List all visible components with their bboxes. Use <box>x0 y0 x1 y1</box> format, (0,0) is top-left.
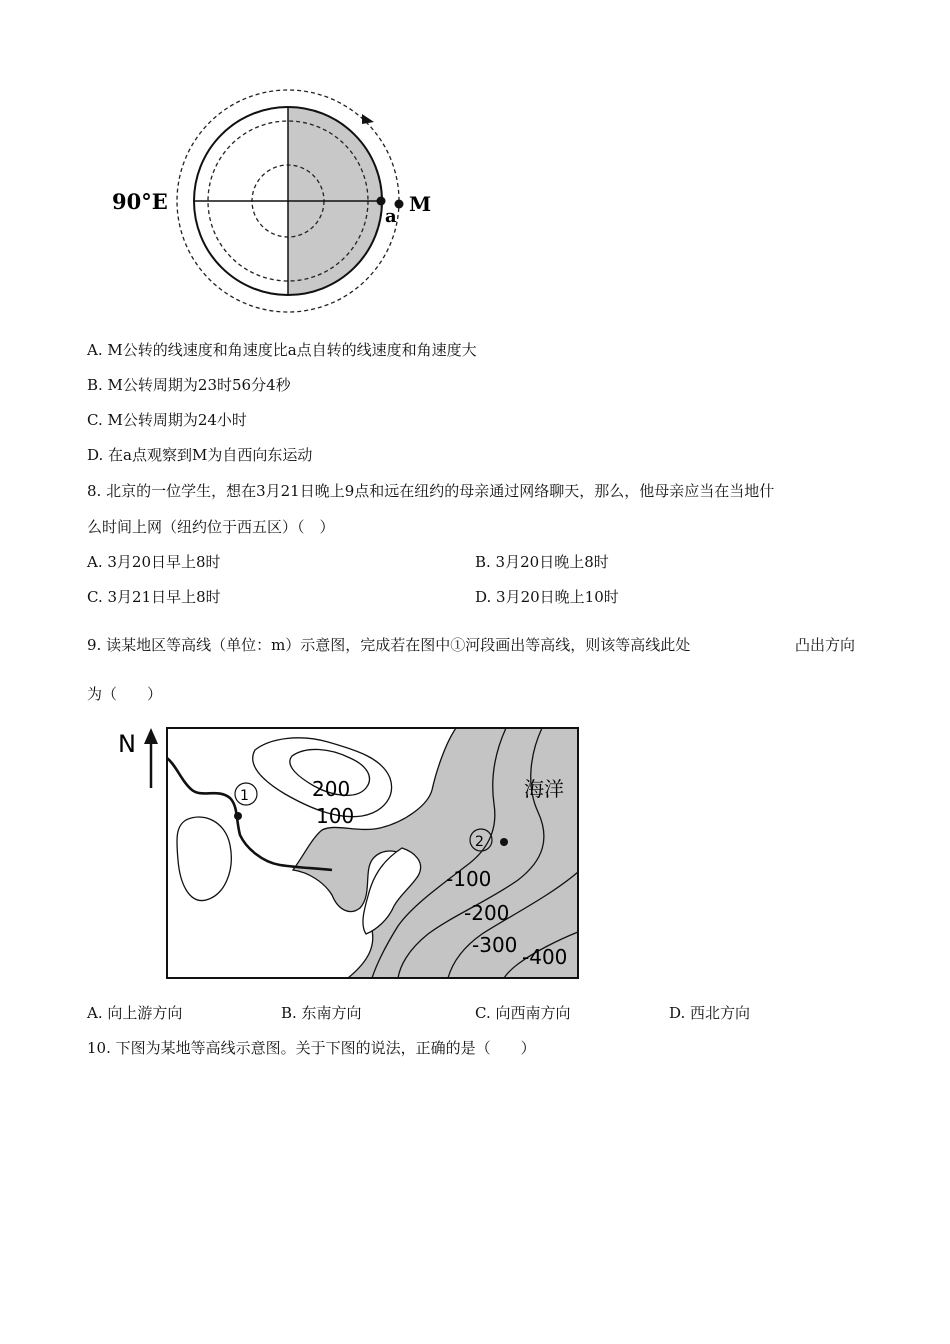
q8-option-c: C. 3月21日早上8时 <box>87 588 221 606</box>
point-a-label: a <box>385 206 397 227</box>
q9-option-b: B. 东南方向 <box>281 1004 362 1022</box>
q8-option-b: B. 3月20日晚上8时 <box>475 553 609 571</box>
q8-stem-line2: 么时间上网（纽约位于西五区）（ ） <box>87 518 335 536</box>
contour-map-figure <box>110 720 590 990</box>
marker1-label: 1 <box>240 788 249 804</box>
marker2-label: 2 <box>475 834 484 850</box>
q8-option-a: A. 3月20日早上8时 <box>87 553 221 571</box>
q9-stem-line1-end: 凸出方向 <box>795 636 856 654</box>
q9-stem-line2: 为（ ） <box>87 685 163 703</box>
longitude-label: 90°E <box>112 189 168 214</box>
q7-option-d: D. 在a点观察到M为自西向东运动 <box>87 446 313 464</box>
q8-option-d: D. 3月20日晚上10时 <box>475 588 619 606</box>
q7-option-a: A. M公转的线速度和角速度比a点自转的线速度和角速度大 <box>87 341 477 359</box>
q7-option-c: C. M公转周期为24小时 <box>87 411 247 429</box>
earth-orbit-figure <box>100 78 440 323</box>
contour-label-minus-100: -100 <box>446 867 492 891</box>
contour-label-200: 200 <box>312 777 351 801</box>
marker2-dot <box>500 838 508 846</box>
contour-label-minus-400: -400 <box>522 945 568 969</box>
q10-stem: 10. 下图为某地等高线示意图。关于下图的说法，正确的是（ ） <box>87 1039 536 1057</box>
point-a-dot <box>377 197 386 206</box>
north-arrow-icon <box>144 728 158 744</box>
q7-option-b: B. M公转周期为23时56分4秒 <box>87 376 291 394</box>
q9-option-c: C. 向西南方向 <box>475 1004 571 1022</box>
contour-label-minus-300: -300 <box>472 933 518 957</box>
q9-stem-line1: 9. 读某地区等高线（单位：m）示意图，完成若在图中①河段画出等高线，则该等高线此处 <box>87 636 691 654</box>
contour-label-minus-200: -200 <box>464 901 510 925</box>
ocean-label: 海洋 <box>524 777 564 801</box>
contour-label-100: 100 <box>316 804 355 828</box>
island-contour <box>177 817 231 901</box>
q8-stem-line1: 8. 北京的一位学生，想在3月21日晚上9点和远在纽约的母亲通过网络聊天，那么，他母亲应当在当地什 <box>87 482 775 500</box>
point-m-label: M <box>409 192 432 216</box>
marker1-dot <box>234 812 242 820</box>
q9-option-a: A. 向上游方向 <box>87 1004 183 1022</box>
q9-option-d: D. 西北方向 <box>669 1004 751 1022</box>
orbit-direction-arrow-icon <box>362 114 374 124</box>
ocean-area <box>293 728 578 978</box>
north-label: N <box>118 730 136 758</box>
